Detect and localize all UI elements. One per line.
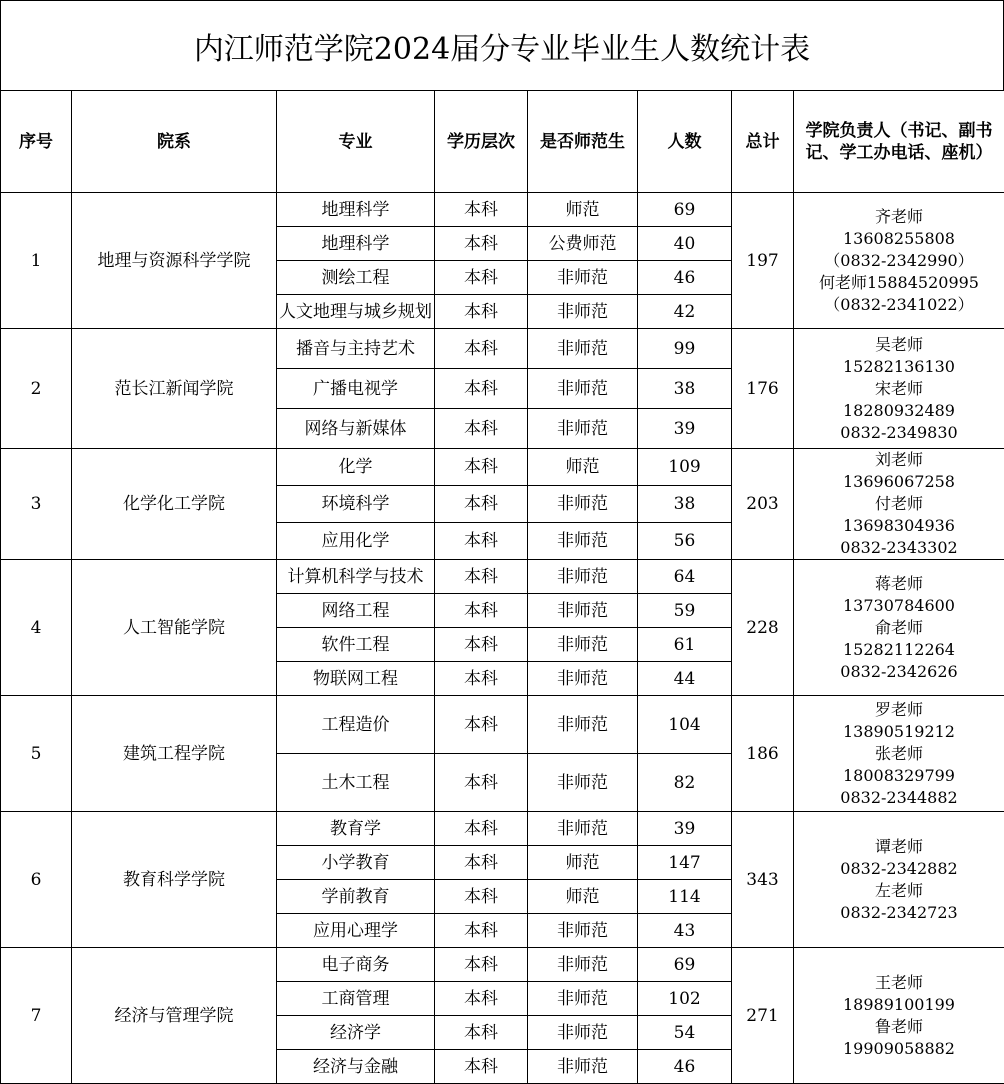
major-count: 42 bbox=[638, 295, 732, 329]
major-count: 46 bbox=[638, 261, 732, 295]
header-count: 人数 bbox=[638, 91, 732, 193]
header-total: 总计 bbox=[732, 91, 794, 193]
header-index: 序号 bbox=[1, 91, 72, 193]
contact-line: 0832-2344882 bbox=[840, 787, 958, 807]
contact-line: 0832-2349830 bbox=[840, 422, 958, 442]
table-row bbox=[1, 948, 1004, 982]
college-index: 5 bbox=[1, 696, 72, 812]
major-count: 114 bbox=[638, 880, 732, 914]
contact-line: 齐老师 bbox=[874, 206, 923, 226]
major-normal: 非师范 bbox=[528, 594, 638, 628]
major-count: 39 bbox=[638, 409, 732, 449]
major-count: 69 bbox=[638, 948, 732, 982]
college-total: 228 bbox=[732, 560, 794, 696]
major-level: 本科 bbox=[435, 523, 528, 560]
major-name: 地理科学 bbox=[277, 227, 435, 261]
major-count: 44 bbox=[638, 662, 732, 696]
major-normal: 师范 bbox=[528, 846, 638, 880]
college-total: 176 bbox=[732, 329, 794, 449]
major-name: 计算机科学与技术 bbox=[277, 560, 435, 594]
major-level: 本科 bbox=[435, 193, 528, 227]
major-count: 40 bbox=[638, 227, 732, 261]
major-count: 39 bbox=[638, 812, 732, 846]
major-name: 土木工程 bbox=[277, 754, 435, 812]
contact-line: 张老师 bbox=[874, 743, 923, 763]
table-body bbox=[1, 193, 1004, 1084]
header-college: 院系 bbox=[72, 91, 277, 193]
major-level: 本科 bbox=[435, 846, 528, 880]
major-level: 本科 bbox=[435, 227, 528, 261]
contact-line: 19909058882 bbox=[843, 1038, 955, 1058]
college-contact bbox=[794, 948, 1004, 1084]
major-level: 本科 bbox=[435, 295, 528, 329]
contact-line: （0832-2342990） bbox=[824, 250, 974, 270]
major-count: 46 bbox=[638, 1050, 732, 1084]
contact-line: 蒋老师 bbox=[874, 573, 923, 593]
major-count: 43 bbox=[638, 914, 732, 948]
major-normal: 非师范 bbox=[528, 982, 638, 1016]
college-name: 范长江新闻学院 bbox=[72, 329, 277, 449]
major-count: 104 bbox=[638, 696, 732, 754]
college-total: 343 bbox=[732, 812, 794, 948]
major-name: 测绘工程 bbox=[277, 261, 435, 295]
major-name: 电子商务 bbox=[277, 948, 435, 982]
major-name: 经济学 bbox=[277, 1016, 435, 1050]
contact-line: 付老师 bbox=[874, 494, 923, 513]
major-normal: 非师范 bbox=[528, 812, 638, 846]
major-level: 本科 bbox=[435, 982, 528, 1016]
college-contact bbox=[794, 449, 1004, 560]
contact-line: 13698304936 bbox=[843, 516, 955, 535]
major-normal: 非师范 bbox=[528, 1016, 638, 1050]
major-name: 工商管理 bbox=[277, 982, 435, 1016]
major-level: 本科 bbox=[435, 914, 528, 948]
major-count: 61 bbox=[638, 628, 732, 662]
table-row bbox=[1, 696, 1004, 754]
major-normal: 非师范 bbox=[528, 560, 638, 594]
contact-line: 18008329799 bbox=[843, 765, 955, 785]
contact-line: 13890519212 bbox=[843, 721, 955, 741]
contact-line: 18989100199 bbox=[843, 994, 955, 1014]
major-name: 学前教育 bbox=[277, 880, 435, 914]
college-total: 271 bbox=[732, 948, 794, 1084]
contact-line: 15282136130 bbox=[843, 356, 955, 376]
major-name: 地理科学 bbox=[277, 193, 435, 227]
major-level: 本科 bbox=[435, 560, 528, 594]
college-contact bbox=[794, 812, 1004, 948]
major-level: 本科 bbox=[435, 812, 528, 846]
major-level: 本科 bbox=[435, 754, 528, 812]
college-index: 7 bbox=[1, 948, 72, 1084]
major-normal: 非师范 bbox=[528, 696, 638, 754]
major-name: 教育学 bbox=[277, 812, 435, 846]
college-contact bbox=[794, 560, 1004, 696]
contact-line: 左老师 bbox=[874, 880, 923, 900]
major-level: 本科 bbox=[435, 696, 528, 754]
college-name: 经济与管理学院 bbox=[72, 948, 277, 1084]
major-normal: 师范 bbox=[528, 449, 638, 486]
college-index: 4 bbox=[1, 560, 72, 696]
college-contact bbox=[794, 696, 1004, 812]
major-normal: 非师范 bbox=[528, 1050, 638, 1084]
major-name: 网络与新媒体 bbox=[277, 409, 435, 449]
major-level: 本科 bbox=[435, 662, 528, 696]
contact-line: 吴老师 bbox=[874, 334, 923, 354]
contact-line: 宋老师 bbox=[874, 378, 923, 398]
major-normal: 师范 bbox=[528, 193, 638, 227]
major-normal: 非师范 bbox=[528, 409, 638, 449]
major-count: 59 bbox=[638, 594, 732, 628]
contact-line: 俞老师 bbox=[874, 617, 923, 637]
contact-line: 13608255808 bbox=[843, 228, 955, 248]
major-normal: 非师范 bbox=[528, 329, 638, 369]
major-count: 38 bbox=[638, 369, 732, 409]
header-major: 专业 bbox=[277, 91, 435, 193]
major-normal: 非师范 bbox=[528, 914, 638, 948]
major-count: 147 bbox=[638, 846, 732, 880]
contact-line: 0832-2342723 bbox=[840, 902, 958, 922]
major-count: 102 bbox=[638, 982, 732, 1016]
major-count: 38 bbox=[638, 486, 732, 523]
contact-line: 18280932489 bbox=[843, 400, 955, 420]
table-row bbox=[1, 193, 1004, 227]
college-index: 1 bbox=[1, 193, 72, 329]
header-row bbox=[1, 91, 1004, 193]
major-level: 本科 bbox=[435, 880, 528, 914]
table-row bbox=[1, 560, 1004, 594]
college-contact bbox=[794, 329, 1004, 449]
major-name: 环境科学 bbox=[277, 486, 435, 523]
contact-line: 15282112264 bbox=[843, 639, 955, 659]
college-index: 3 bbox=[1, 449, 72, 560]
table-row bbox=[1, 449, 1004, 486]
contact-line: 鲁老师 bbox=[874, 1016, 923, 1036]
major-name: 软件工程 bbox=[277, 628, 435, 662]
major-normal: 非师范 bbox=[528, 662, 638, 696]
major-normal: 非师范 bbox=[528, 948, 638, 982]
major-count: 82 bbox=[638, 754, 732, 812]
contact-line: 谭老师 bbox=[874, 836, 923, 856]
contact-line: 13730784600 bbox=[843, 595, 955, 615]
contact-line: 王老师 bbox=[874, 972, 923, 992]
graduate-stats-table bbox=[0, 90, 1004, 1084]
contact-line: 0832-2342626 bbox=[840, 661, 958, 681]
major-count: 56 bbox=[638, 523, 732, 560]
major-level: 本科 bbox=[435, 1050, 528, 1084]
major-count: 64 bbox=[638, 560, 732, 594]
major-level: 本科 bbox=[435, 948, 528, 982]
major-normal: 非师范 bbox=[528, 523, 638, 560]
major-normal: 非师范 bbox=[528, 369, 638, 409]
college-name: 建筑工程学院 bbox=[72, 696, 277, 812]
major-normal: 非师范 bbox=[528, 261, 638, 295]
table-row bbox=[1, 812, 1004, 846]
major-name: 应用化学 bbox=[277, 523, 435, 560]
major-normal: 非师范 bbox=[528, 486, 638, 523]
contact-line: （0832-2341022） bbox=[824, 294, 974, 314]
table-row bbox=[1, 329, 1004, 369]
major-name: 物联网工程 bbox=[277, 662, 435, 696]
table-title: 内江师范学院2024届分专业毕业生人数统计表 bbox=[0, 0, 1004, 90]
contact-line: 刘老师 bbox=[874, 450, 923, 469]
contact-line: 0832-2343302 bbox=[840, 538, 958, 557]
major-normal: 非师范 bbox=[528, 754, 638, 812]
college-total: 203 bbox=[732, 449, 794, 560]
major-level: 本科 bbox=[435, 329, 528, 369]
major-count: 54 bbox=[638, 1016, 732, 1050]
major-name: 广播电视学 bbox=[277, 369, 435, 409]
major-normal: 师范 bbox=[528, 880, 638, 914]
college-index: 6 bbox=[1, 812, 72, 948]
major-level: 本科 bbox=[435, 261, 528, 295]
major-name: 经济与金融 bbox=[277, 1050, 435, 1084]
major-count: 69 bbox=[638, 193, 732, 227]
major-level: 本科 bbox=[435, 486, 528, 523]
college-total: 186 bbox=[732, 696, 794, 812]
major-name: 小学教育 bbox=[277, 846, 435, 880]
college-index: 2 bbox=[1, 329, 72, 449]
major-name: 应用心理学 bbox=[277, 914, 435, 948]
header-contact: 学院负责人（书记、副书记、学工办电话、座机） bbox=[794, 91, 1004, 193]
college-contact bbox=[794, 193, 1004, 329]
major-level: 本科 bbox=[435, 449, 528, 486]
college-name: 人工智能学院 bbox=[72, 560, 277, 696]
major-count: 109 bbox=[638, 449, 732, 486]
major-name: 人文地理与城乡规划 bbox=[277, 295, 435, 329]
major-level: 本科 bbox=[435, 409, 528, 449]
major-name: 播音与主持艺术 bbox=[277, 329, 435, 369]
header-normal: 是否师范生 bbox=[528, 91, 638, 193]
major-normal: 非师范 bbox=[528, 628, 638, 662]
major-level: 本科 bbox=[435, 628, 528, 662]
major-normal: 非师范 bbox=[528, 295, 638, 329]
contact-line: 0832-2342882 bbox=[840, 858, 958, 878]
major-count: 99 bbox=[638, 329, 732, 369]
major-level: 本科 bbox=[435, 594, 528, 628]
college-total: 197 bbox=[732, 193, 794, 329]
major-level: 本科 bbox=[435, 1016, 528, 1050]
contact-line: 罗老师 bbox=[874, 699, 923, 719]
contact-line: 何老师15884520995 bbox=[819, 272, 979, 292]
major-normal: 公费师范 bbox=[528, 227, 638, 261]
college-name: 地理与资源科学学院 bbox=[72, 193, 277, 329]
header-level: 学历层次 bbox=[435, 91, 528, 193]
major-name: 网络工程 bbox=[277, 594, 435, 628]
major-name: 工程造价 bbox=[277, 696, 435, 754]
contact-line: 13696067258 bbox=[843, 472, 955, 491]
college-name: 化学化工学院 bbox=[72, 449, 277, 560]
major-level: 本科 bbox=[435, 369, 528, 409]
college-name: 教育科学学院 bbox=[72, 812, 277, 948]
major-name: 化学 bbox=[277, 449, 435, 486]
